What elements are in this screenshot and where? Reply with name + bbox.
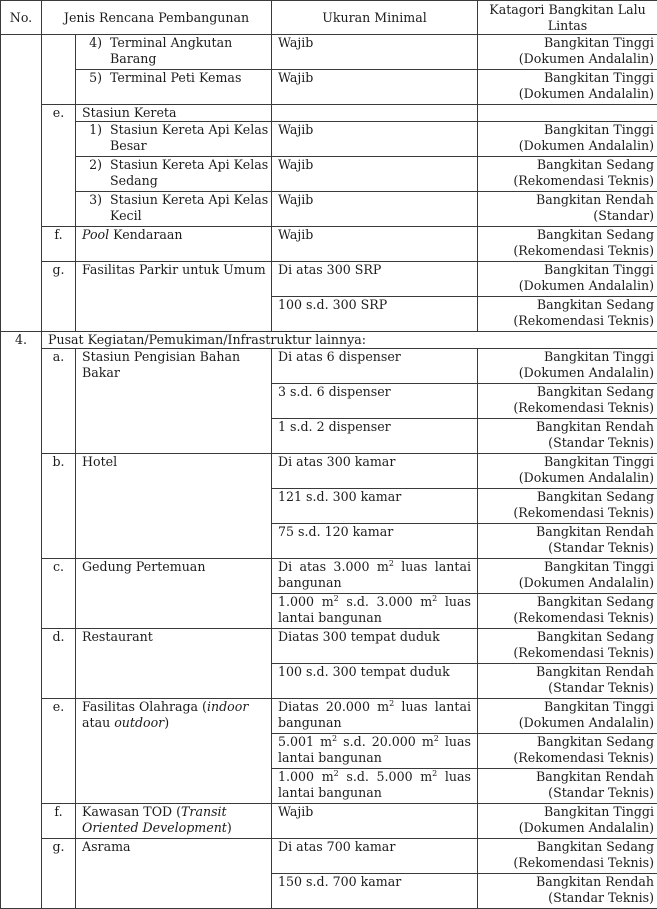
table-row (1, 262, 657, 297)
item-name-cell: 4) Terminal Angkutan Barang (76, 35, 272, 70)
table-row (1, 105, 657, 122)
item-name-cell: 3) Stasiun Kereta Api Kelas Kecil (76, 192, 272, 227)
letter-cell: f. (42, 227, 76, 262)
letter-cell: g. (42, 839, 76, 909)
category-cell: Bangkitan Rendah (Standar) (478, 192, 657, 227)
table-row (1, 35, 657, 70)
table-header-row (1, 1, 657, 35)
category-cell: Bangkitan Sedang (Rekomendasi Teknis) (478, 227, 657, 262)
size-cell: 121 s.d. 300 kamar (272, 489, 478, 524)
item-name-cell: 5) Terminal Peti Kemas (76, 70, 272, 105)
size-cell: Di atas 6 dispenser (272, 349, 478, 384)
item-name-cell: Restaurant (76, 629, 272, 699)
category-cell: Bangkitan Rendah (Standar Teknis) (478, 874, 657, 909)
size-cell: Diatas 20.000 $m^2$ luas lantai bangunan (272, 699, 478, 734)
item-name-cell: Kawasan TOD (Transit Oriented Development) (76, 804, 272, 839)
letter-cell: d. (42, 629, 76, 699)
letter-cell-empty (42, 35, 76, 105)
category-cell: Bangkitan Sedang (Rekomendasi Teknis) (478, 489, 657, 524)
size-cell: Wajib (272, 804, 478, 839)
size-cell: Di atas 300 SRP (272, 262, 478, 297)
category-cell: Bangkitan Tinggi (Dokumen Andalalin) (478, 454, 657, 489)
item-name-cell: Asrama (76, 839, 272, 909)
category-cell: Bangkitan Tinggi (Dokumen Andalalin) (478, 804, 657, 839)
size-cell: 100 s.d. 300 SRP (272, 297, 478, 332)
no-cell-empty (1, 35, 42, 332)
item-name-cell: 2) Stasiun Kereta Api Kelas Sedang (76, 157, 272, 192)
size-cell: Wajib (272, 157, 478, 192)
size-cell: Wajib (272, 35, 478, 70)
size-cell: 100 s.d. 300 tempat duduk (272, 664, 478, 699)
size-cell: 1 s.d. 2 dispenser (272, 419, 478, 454)
category-cell: Bangkitan Rendah (Standar Teknis) (478, 664, 657, 699)
header-no: No. (1, 1, 42, 35)
table-row (1, 227, 657, 262)
letter-cell: g. (42, 262, 76, 332)
table-row (1, 839, 657, 874)
size-cell: Wajib (272, 70, 478, 105)
letter-cell: e. (42, 699, 76, 804)
category-cell: Bangkitan Tinggi (Dokumen Andalalin) (478, 349, 657, 384)
table-row (1, 804, 657, 839)
table-row (1, 454, 657, 489)
size-cell-empty (272, 105, 478, 122)
size-cell: 75 s.d. 120 kamar (272, 524, 478, 559)
category-cell: Bangkitan Sedang (Rekomendasi Teknis) (478, 629, 657, 664)
table-row (1, 192, 657, 227)
size-cell: Wajib (272, 192, 478, 227)
header-ukuran: Ukuran Minimal (272, 1, 478, 35)
table-row (1, 559, 657, 594)
size-cell: Di atas 3.000 $m^2$ luas lantai bangunan (272, 559, 478, 594)
size-cell: 3 s.d. 6 dispenser (272, 384, 478, 419)
item-name-cell: Fasilitas Parkir untuk Umum (76, 262, 272, 332)
category-cell: Bangkitan Rendah (Standar Teknis) (478, 419, 657, 454)
size-cell: 1.000 $m^2$ s.d. 3.000 $m^2$ luas lantai bangunan (272, 594, 478, 629)
section-title-row (1, 332, 657, 349)
category-cell: Bangkitan Tinggi (Dokumen Andalalin) (478, 122, 657, 157)
table-row (1, 70, 657, 105)
letter-cell: c. (42, 559, 76, 629)
size-cell: 1.000 $m^2$ s.d. 5.000 $m^2$ luas lantai bangunan (272, 769, 478, 804)
category-cell: Bangkitan Sedang (Rekomendasi Teknis) (478, 297, 657, 332)
letter-cell: f. (42, 804, 76, 839)
category-cell: Bangkitan Rendah (Standar Teknis) (478, 524, 657, 559)
size-cell: Diatas 300 tempat duduk (272, 629, 478, 664)
item-name-cell: Pool Kendaraan (76, 227, 272, 262)
letter-cell: b. (42, 454, 76, 559)
table-row (1, 157, 657, 192)
category-cell: Bangkitan Sedang (Rekomendasi Teknis) (478, 734, 657, 769)
size-cell: 5.001 $m^2$ s.d. 20.000 $m^2$ luas lantai bangunan (272, 734, 478, 769)
table-row (1, 349, 657, 384)
category-cell: Bangkitan Sedang (Rekomendasi Teknis) (478, 384, 657, 419)
item-name-cell: Stasiun Pengisian Bahan Bakar (76, 349, 272, 454)
category-cell: Bangkitan Sedang (Rekomendasi Teknis) (478, 839, 657, 874)
category-cell: Bangkitan Sedang (Rekomendasi Teknis) (478, 594, 657, 629)
size-cell: Wajib (272, 227, 478, 262)
letter-cell: a. (42, 349, 76, 454)
item-name-cell: Gedung Pertemuan (76, 559, 272, 629)
group-name-cell: Stasiun Kereta (76, 105, 272, 122)
section-number: 4. (1, 332, 42, 909)
table-row (1, 629, 657, 664)
size-cell: Wajib (272, 122, 478, 157)
category-cell: Bangkitan Tinggi (Dokumen Andalalin) (478, 262, 657, 297)
letter-cell: e. (42, 105, 76, 227)
category-cell: Bangkitan Sedang (Rekomendasi Teknis) (478, 157, 657, 192)
header-jenis: Jenis Rencana Pembangunan (42, 1, 272, 35)
size-cell: 150 s.d. 700 kamar (272, 874, 478, 909)
category-cell: Bangkitan Tinggi (Dokumen Andalalin) (478, 35, 657, 70)
category-cell: Bangkitan Tinggi (Dokumen Andalalin) (478, 559, 657, 594)
table-row (1, 699, 657, 734)
size-cell: Di atas 700 kamar (272, 839, 478, 874)
table-row (1, 122, 657, 157)
category-cell: Bangkitan Tinggi (Dokumen Andalalin) (478, 70, 657, 105)
category-cell: Bangkitan Tinggi (Dokumen Andalalin) (478, 699, 657, 734)
header-kategori: Katagori Bangkitan Lalu Lintas (478, 1, 657, 35)
item-name-cell: 1) Stasiun Kereta Api Kelas Besar (76, 122, 272, 157)
item-name-cell: Fasilitas Olahraga (indoor atau outdoor) (76, 699, 272, 804)
category-cell-empty (478, 105, 657, 122)
section-title: Pusat Kegiatan/Pemukiman/Infrastruktur lainnya: (42, 332, 657, 349)
category-cell: Bangkitan Rendah (Standar Teknis) (478, 769, 657, 804)
size-cell: Di atas 300 kamar (272, 454, 478, 489)
item-name-cell: Hotel (76, 454, 272, 559)
